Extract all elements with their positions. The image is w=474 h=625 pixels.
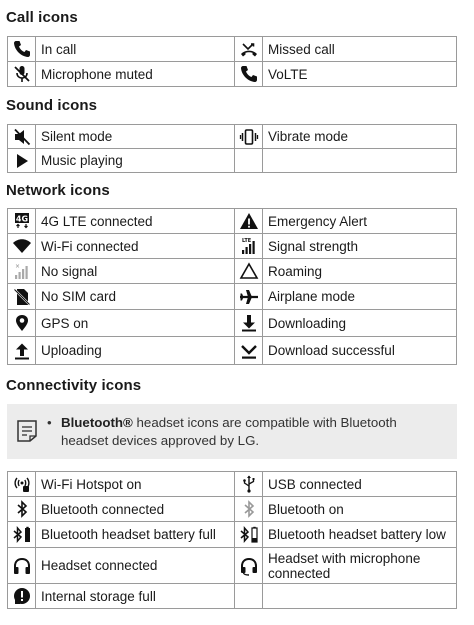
4g-lte-icon [12,211,32,231]
table-row [8,234,457,259]
bluetooth-connected-icon [12,499,32,519]
note-bold: Bluetooth® [61,415,133,430]
table-row [8,497,457,522]
table-row [8,310,457,337]
table-row [8,522,457,548]
connectivity-label: Headset with microphone connected [263,548,457,584]
sound-label: Music playing [36,149,235,173]
bt-battery-low-icon [239,525,259,545]
call-label: Microphone muted [36,62,235,87]
section-title-call: Call icons [6,9,78,26]
usb-icon [239,474,259,494]
network-label: No signal [36,259,235,284]
download-check-icon [239,341,259,361]
network-label: Download successful [263,337,457,365]
warning-triangle-icon [239,211,259,231]
network-label: Emergency Alert [263,209,457,234]
sound-label: Silent mode [36,125,235,149]
table-row [8,259,457,284]
network-label: No SIM card [36,284,235,310]
table-row [8,149,457,173]
table-row [8,37,457,62]
play-icon [12,151,32,171]
speaker-muted-icon [12,127,32,147]
network-label: Signal strength [263,234,457,259]
upload-arrow-icon [12,341,32,361]
connectivity-label: Bluetooth connected [36,497,235,522]
bt-battery-full-icon [12,525,32,545]
network-label: Downloading [263,310,457,337]
network-icons-table [7,208,457,365]
svg-text:×: × [14,263,20,270]
connectivity-icons-table [7,471,457,609]
svg-text:4G: 4G [15,214,28,224]
connectivity-label: USB connected [263,472,457,497]
note-icon [16,419,38,443]
table-row [8,472,457,497]
table-row [8,284,457,310]
note-body: headset icons are compatible with Bluetooth headset devices approved by LG. [61,415,397,448]
table-row [8,548,457,584]
section-title-connectivity: Connectivity icons [6,377,142,394]
sound-icons-table [7,124,457,173]
network-label: Uploading [36,337,235,365]
note-box [7,404,457,459]
no-signal-icon [12,261,32,281]
hotspot-icon [12,474,32,494]
signal-strength-icon [239,236,259,256]
headset-mic-icon [239,556,259,576]
note-text [47,414,447,450]
microphone-muted-icon [12,64,32,84]
call-label: VoLTE [263,62,457,87]
table-row [8,125,457,149]
network-label: GPS on [36,310,235,337]
network-label: Wi-Fi connected [36,234,235,259]
table-row [8,337,457,365]
table-row [8,584,457,609]
table-row [8,209,457,234]
call-label: Missed call [263,37,457,62]
storage-full-icon [12,586,32,606]
table-row [8,62,457,87]
svg-text:LTE: LTE [241,238,251,244]
note-bullet: • [47,415,52,430]
bluetooth-on-icon [239,499,259,519]
airplane-icon [239,287,259,307]
call-icons-table [7,36,457,87]
no-sim-icon [12,287,32,307]
download-arrow-icon [239,313,259,333]
roaming-triangle-icon [239,261,259,281]
section-title-sound: Sound icons [6,97,98,114]
network-label: Airplane mode [263,284,457,310]
section-title-network: Network icons [6,182,110,199]
call-label: In call [36,37,235,62]
connectivity-label: Bluetooth headset battery low [263,522,457,548]
headset-icon [12,556,32,576]
network-label: 4G LTE connected [36,209,235,234]
missed-call-icon [239,39,259,59]
connectivity-label: Bluetooth on [263,497,457,522]
wifi-icon [12,236,32,256]
connectivity-label: Bluetooth headset battery full [36,522,235,548]
vibrate-icon [239,127,259,147]
connectivity-label: Headset connected [36,548,235,584]
phone-call-icon [12,39,32,59]
volte-icon [239,64,259,84]
connectivity-label: Internal storage full [36,584,235,609]
sound-label: Vibrate mode [263,125,457,149]
connectivity-label: Wi-Fi Hotspot on [36,472,235,497]
network-label: Roaming [263,259,457,284]
gps-pin-icon [12,313,32,333]
